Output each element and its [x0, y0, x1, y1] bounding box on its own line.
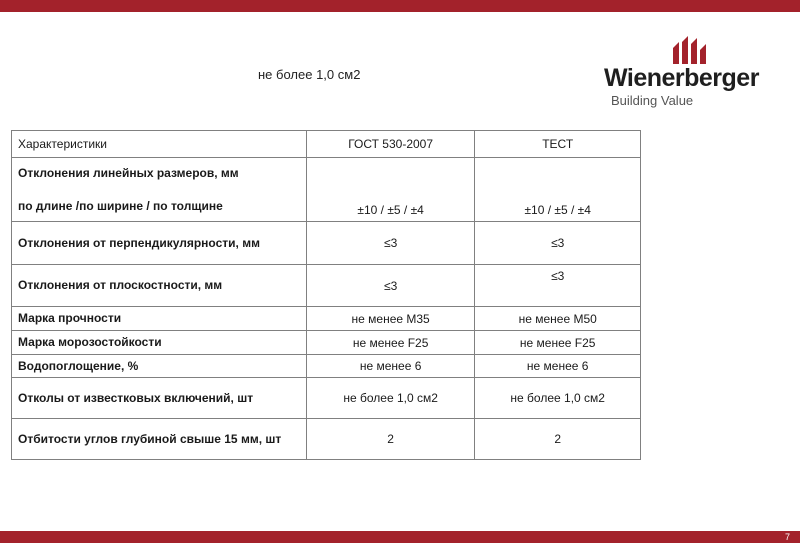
row-feature: Марка прочности: [12, 307, 307, 331]
header-test: ТЕСТ: [475, 131, 641, 158]
row-feature: [12, 158, 307, 222]
row-test-value: 2: [475, 419, 641, 460]
row-feature: Отклонения от плоскостности, мм: [12, 265, 307, 307]
table-row: [12, 331, 641, 355]
spec-table: [11, 130, 641, 460]
header-characteristics: Характеристики: [12, 131, 307, 158]
row-feature-line2: по длине /по ширине / по толщине: [18, 198, 223, 213]
wienerberger-logo: [604, 34, 784, 114]
row-test-value: ≤3: [475, 222, 641, 265]
row-test-value: не более 1,0 см2: [475, 378, 641, 419]
table-row: [12, 222, 641, 265]
logo-tagline: Building Value: [611, 93, 694, 108]
table-row: [12, 158, 641, 222]
row-feature: Марка морозостойкости: [12, 331, 307, 355]
row-gost-value: ≤3: [306, 222, 475, 265]
page-number: 7: [784, 532, 790, 542]
row-feature-line1: Отклонения линейных размеров, мм: [18, 165, 239, 180]
table-row: [12, 419, 641, 460]
top-accent-bar: [0, 0, 800, 12]
header-gost: ГОСТ 530-2007: [306, 131, 475, 158]
row-test-value: не менее М50: [475, 307, 641, 331]
row-feature: Отклонения от перпендикулярности, мм: [12, 222, 307, 265]
row-gost-value: не менее М35: [306, 307, 475, 331]
logo-wordmark: Wienerberger: [604, 64, 759, 92]
row-feature: Отколы от известковых включений, шт: [12, 378, 307, 419]
table-row: [12, 265, 641, 307]
brand-mark-icon: [671, 34, 707, 64]
row-test-value: ±10 / ±5 / ±4: [475, 158, 641, 222]
table-row: [12, 307, 641, 331]
row-test-value: не менее F25: [475, 331, 641, 355]
row-gost-value: не менее 6: [306, 355, 475, 378]
row-gost-value: ≤3: [306, 265, 475, 307]
row-test-value: ≤3: [475, 265, 641, 307]
table-row: [12, 355, 641, 378]
row-feature: Отбитости углов глубиной свыше 15 мм, шт: [12, 419, 307, 460]
row-gost-value: ±10 / ±5 / ±4: [306, 158, 475, 222]
row-feature: Водопоглощение, %: [12, 355, 307, 378]
table-header-row: [12, 131, 641, 158]
header-note: не более 1,0 см2: [258, 67, 361, 82]
row-gost-value: 2: [306, 419, 475, 460]
row-test-value: не менее 6: [475, 355, 641, 378]
row-gost-value: не более 1,0 см2: [306, 378, 475, 419]
table-row: [12, 378, 641, 419]
bottom-accent-bar: [0, 531, 800, 543]
row-gost-value: не менее F25: [306, 331, 475, 355]
